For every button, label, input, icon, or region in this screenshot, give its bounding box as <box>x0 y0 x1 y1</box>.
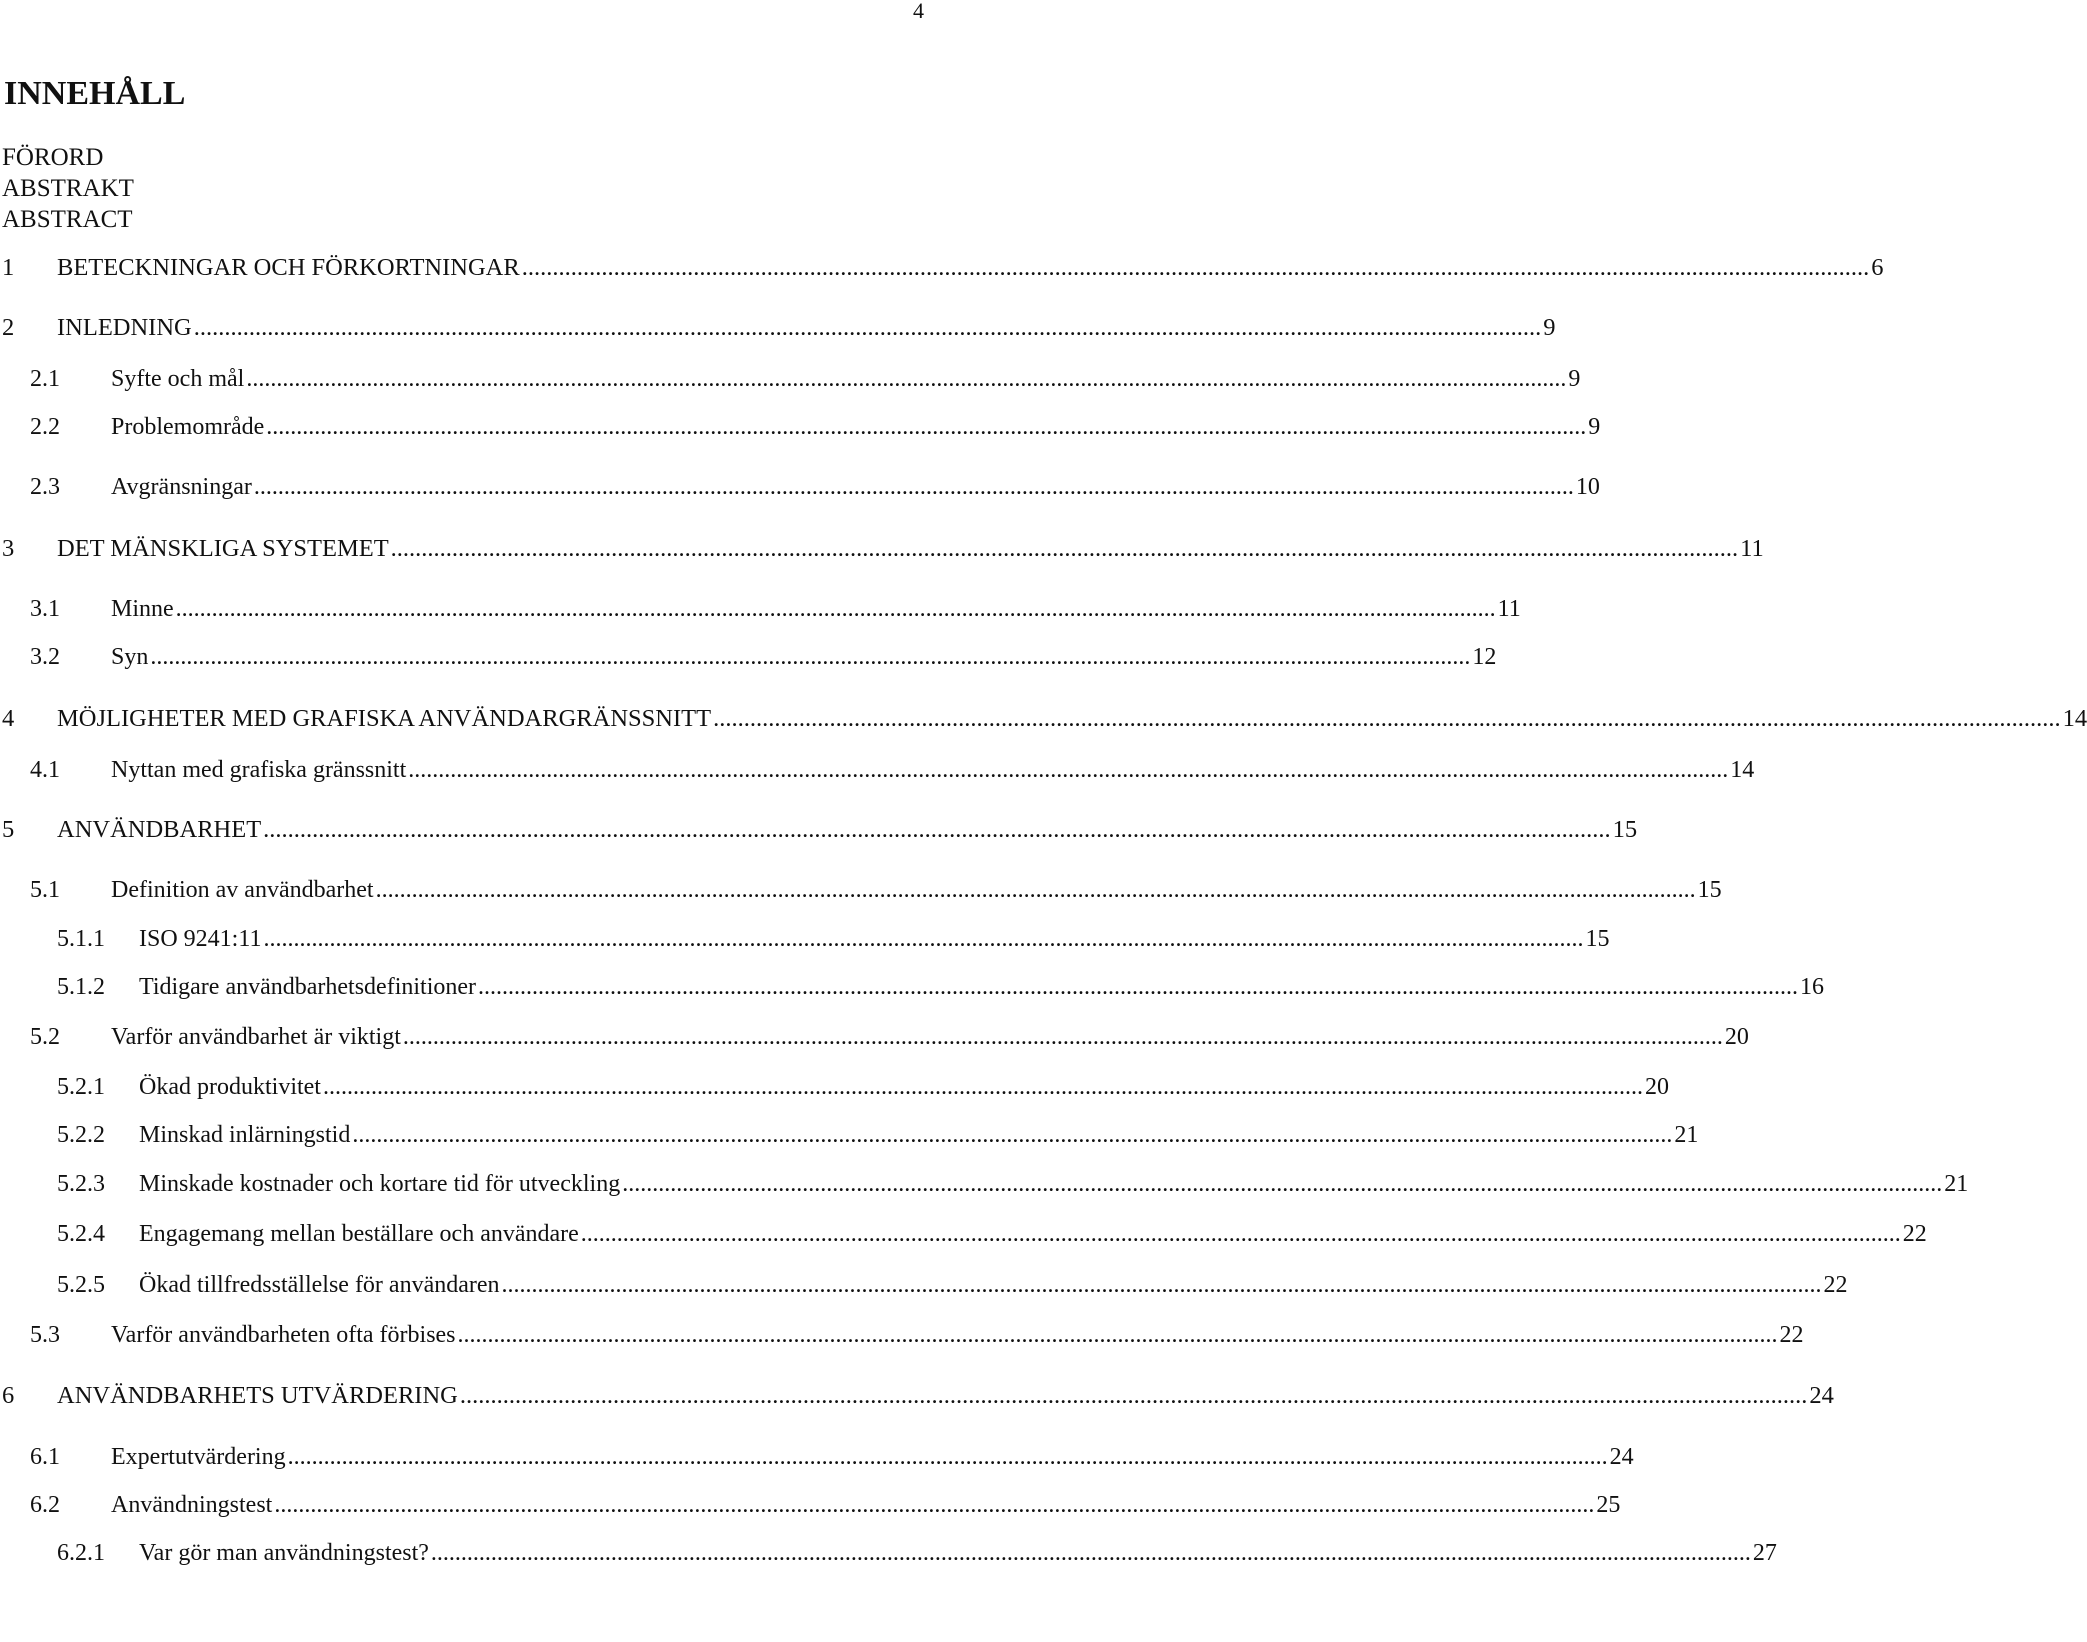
toc-dot-leader: ............................................................................................................................................................................................................................ <box>287 1444 1608 1470</box>
toc-entry[interactable] <box>0 1536 1777 1570</box>
toc-entry-number: 4 <box>2 705 15 732</box>
toc-entry-page: 21 <box>1674 1122 1699 1148</box>
toc-dot-leader: ............................................................................................................................................................................................................................ <box>274 1492 1595 1518</box>
toc-entry-title: Ökad produktivitet <box>139 1074 321 1100</box>
toc-entry-number: 3.2 <box>30 644 60 670</box>
toc-dot-leader: ............................................................................................................................................................................................................................ <box>580 1221 1901 1247</box>
front-matter-item-abstract[interactable]: ABSTRACT <box>2 206 133 233</box>
toc-entry-number: 4.1 <box>30 757 60 783</box>
toc-entry-title: ANVÄNDBARHETS UTVÄRDERING <box>57 1382 458 1409</box>
toc-dot-leader: ............................................................................................................................................................................................................................ <box>390 535 1739 562</box>
toc-entry-number: 2.3 <box>30 474 60 500</box>
front-matter-item-abstrakt[interactable]: ABSTRAKT <box>2 175 134 202</box>
toc-dot-leader: ............................................................................................................................................................................................................................ <box>253 474 1574 500</box>
toc-dot-leader: ............................................................................................................................................................................................................................ <box>263 926 1584 952</box>
toc-entry-title: Problemområde <box>111 414 265 440</box>
toc-entry-title: Varför användbarhet är viktigt <box>111 1024 401 1050</box>
toc-dot-leader: ............................................................................................................................................................................................................................ <box>263 816 1611 843</box>
toc-entry-number: 2 <box>2 314 15 341</box>
toc-entry-title: ANVÄNDBARHET <box>57 816 262 843</box>
toc-entry[interactable] <box>0 311 1556 345</box>
toc-entry[interactable] <box>0 1379 1834 1413</box>
toc-entry-number: 2.1 <box>30 366 60 392</box>
toc-entry[interactable] <box>0 1440 1634 1474</box>
toc-entry-number: 5.2.5 <box>57 1272 105 1298</box>
toc-entry-page: 20 <box>1724 1024 1749 1050</box>
toc-entry-page: 15 <box>1697 877 1722 903</box>
toc-entry[interactable] <box>0 532 1764 566</box>
toc-entry[interactable] <box>0 1217 1927 1251</box>
toc-entry-number: 5.1.1 <box>57 926 105 952</box>
toc-dot-leader: ............................................................................................................................................................................................................................ <box>193 314 1542 341</box>
toc-entry-title: Varför användbarheten ofta förbises <box>111 1322 456 1348</box>
toc-dot-leader: ............................................................................................................................................................................................................................ <box>246 366 1567 392</box>
toc-entry-page: 16 <box>1800 974 1825 1000</box>
toc-entry[interactable] <box>0 1167 1969 1201</box>
toc-entry[interactable] <box>0 1318 1804 1352</box>
toc-entry[interactable] <box>0 1488 1621 1522</box>
toc-entry-number: 5.1.2 <box>57 974 105 1000</box>
toc-dot-leader: ............................................................................................................................................................................................................................ <box>521 254 1870 281</box>
toc-entry[interactable] <box>0 640 1497 674</box>
toc-entry-page: 14 <box>2062 705 2087 732</box>
toc-entry-number: 3.1 <box>30 596 60 622</box>
toc-entry-title: Minne <box>111 596 174 622</box>
toc-entry-number: 5.2.3 <box>57 1171 105 1197</box>
toc-entry-title: Ökad tillfredsställelse för användaren <box>139 1272 500 1298</box>
toc-entry-page: 22 <box>1779 1322 1804 1348</box>
toc-entry-number: 6 <box>2 1382 15 1409</box>
toc-entry-title: Definition av användbarhet <box>111 877 374 903</box>
toc-entry-title: Nyttan med grafiska gränssnitt <box>111 757 407 783</box>
toc-entry-title: Engagemang mellan beställare och användare <box>139 1221 579 1247</box>
toc-entry-page: 15 <box>1585 926 1610 952</box>
toc-entry-number: 2.2 <box>30 414 60 440</box>
toc-entry-page: 10 <box>1575 474 1600 500</box>
toc-entry-title: DET MÄNSKLIGA SYSTEMET <box>57 535 389 562</box>
toc-entry-page: 15 <box>1612 816 1638 843</box>
toc-entry-title: Syfte och mål <box>111 366 245 392</box>
toc-entry-title: MÖJLIGHETER MED GRAFISKA ANVÄNDARGRÄNSSNITT <box>57 705 712 732</box>
toc-entry-page: 24 <box>1609 1444 1634 1470</box>
toc-entry-page: 9 <box>1543 314 1556 341</box>
toc-entry-title: INLEDNING <box>57 314 192 341</box>
toc-entry-title: Syn <box>111 644 149 670</box>
toc-entry-number: 5 <box>2 816 15 843</box>
toc-entry-title: BETECKNINGAR OCH FÖRKORTNINGAR <box>57 254 520 281</box>
toc-entry-number: 5.3 <box>30 1322 60 1348</box>
toc-entry[interactable] <box>0 922 1610 956</box>
toc-entry[interactable] <box>0 470 1600 504</box>
toc-entry-page: 25 <box>1596 1492 1621 1518</box>
toc-dot-leader: ............................................................................................................................................................................................................................ <box>430 1540 1751 1566</box>
toc-entry[interactable] <box>0 251 1884 285</box>
toc-entry[interactable] <box>0 1268 1848 1302</box>
toc-entry-page: 22 <box>1823 1272 1848 1298</box>
toc-entry-page: 9 <box>1588 414 1601 440</box>
toc-entry-page: 21 <box>1944 1171 1969 1197</box>
toc-entry-number: 3 <box>2 535 15 562</box>
toc-entry-number: 5.1 <box>30 877 60 903</box>
toc-entry[interactable] <box>0 362 1581 396</box>
toc-entry[interactable] <box>0 702 2087 736</box>
toc-dot-leader: ............................................................................................................................................................................................................................ <box>402 1024 1723 1050</box>
toc-entry-page: 6 <box>1871 254 1884 281</box>
toc-entry[interactable] <box>0 1118 1699 1152</box>
toc-entry[interactable] <box>0 813 1638 847</box>
toc-entry[interactable] <box>0 1070 1669 1104</box>
toc-dot-leader: ............................................................................................................................................................................................................................ <box>501 1272 1822 1298</box>
toc-entry-page: 22 <box>1902 1221 1927 1247</box>
toc-dot-leader: ............................................................................................................................................................................................................................ <box>478 974 1799 1000</box>
toc-entry-title: Tidigare användbarhetsdefinitioner <box>139 974 477 1000</box>
toc-dot-leader: ............................................................................................................................................................................................................................ <box>266 414 1587 440</box>
toc-entry-title: ISO 9241:11 <box>139 926 262 952</box>
page-number: 4 <box>913 0 924 23</box>
front-matter-item-forord[interactable]: FÖRORD <box>2 144 104 171</box>
toc-entry-number: 5.2.1 <box>57 1074 105 1100</box>
toc-entry-number: 6.1 <box>30 1444 60 1470</box>
toc-dot-leader: ............................................................................................................................................................................................................................ <box>622 1171 1943 1197</box>
toc-entry-title: Var gör man användningstest? <box>139 1540 429 1566</box>
toc-entry[interactable] <box>0 970 1825 1004</box>
toc-entry-title: Expertutvärdering <box>111 1444 286 1470</box>
toc-dot-leader: ............................................................................................................................................................................................................................ <box>150 644 1471 670</box>
toc-entry-title: Avgränsningar <box>111 474 252 500</box>
toc-entry[interactable] <box>0 1020 1749 1054</box>
toc-entry-number: 1 <box>2 254 15 281</box>
toc-entry-page: 14 <box>1730 757 1755 783</box>
toc-entry-page: 9 <box>1568 366 1581 392</box>
toc-entry-title: Minskade kostnader och kortare tid för utveckling <box>139 1171 621 1197</box>
toc-dot-leader: ............................................................................................................................................................................................................................ <box>352 1122 1673 1148</box>
toc-entry-page: 20 <box>1644 1074 1669 1100</box>
toc-entry-number: 6.2.1 <box>57 1540 105 1566</box>
toc-dot-leader: ............................................................................................................................................................................................................................ <box>175 596 1496 622</box>
toc-entry-title: Användningstest <box>111 1492 273 1518</box>
toc-heading: INNEHÅLL <box>4 75 186 112</box>
toc-entry-page: 24 <box>1809 1382 1834 1409</box>
toc-entry-page: 27 <box>1752 1540 1777 1566</box>
toc-entry-number: 5.2 <box>30 1024 60 1050</box>
toc-entry-page: 11 <box>1497 596 1521 622</box>
toc-dot-leader: ............................................................................................................................................................................................................................ <box>322 1074 1643 1100</box>
toc-dot-leader: ............................................................................................................................................................................................................................ <box>713 705 2061 732</box>
toc-entry-number: 5.2.2 <box>57 1122 105 1148</box>
toc-dot-leader: ............................................................................................................................................................................................................................ <box>408 757 1729 783</box>
toc-entry-number: 5.2.4 <box>57 1221 105 1247</box>
toc-entry[interactable] <box>0 753 1755 787</box>
toc-entry[interactable] <box>0 592 1521 626</box>
toc-dot-leader: ............................................................................................................................................................................................................................ <box>457 1322 1778 1348</box>
toc-dot-leader: ............................................................................................................................................................................................................................ <box>375 877 1696 903</box>
toc-entry-number: 6.2 <box>30 1492 60 1518</box>
toc-entry[interactable] <box>0 410 1601 444</box>
toc-entry-page: 12 <box>1472 644 1497 670</box>
toc-entry-title: Minskad inlärningstid <box>139 1122 351 1148</box>
toc-entry-page: 11 <box>1740 535 1764 562</box>
toc-dot-leader: ............................................................................................................................................................................................................................ <box>459 1382 1808 1409</box>
toc-entry[interactable] <box>0 873 1722 907</box>
